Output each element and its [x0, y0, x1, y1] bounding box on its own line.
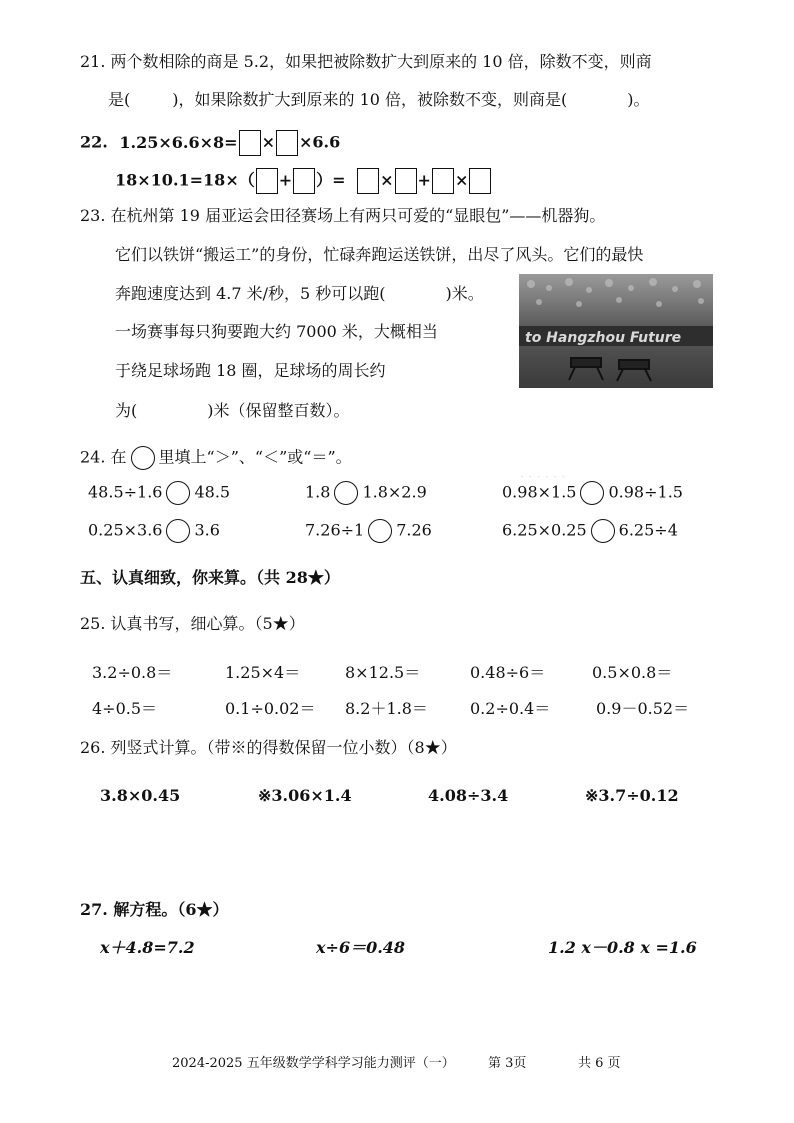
q25-row2-item: 8.2＋1.8＝: [345, 699, 428, 718]
q22-expr2: [115, 168, 492, 194]
q25-row2-item: 0.1÷0.02＝: [225, 699, 316, 718]
compare-circle[interactable]: [166, 519, 190, 543]
compare-circle[interactable]: [334, 481, 358, 505]
robot-dog-photo: [519, 274, 713, 388]
q21-line2-b: )，如果除数扩大到原来的 10 倍，被除数不变，则商是(: [172, 90, 568, 109]
q23-line2: 它们以铁饼“搬运工”的身份，忙碌奔跑运送铁饼，出尽了风头。它们的最快: [115, 245, 644, 264]
q25-row2-item: 4÷0.5＝: [92, 699, 158, 718]
q26-title: 26. 列竖式计算。（带※的得数保留一位小数）（8★）: [80, 738, 457, 757]
answer-box[interactable]: [293, 168, 315, 194]
answer-box[interactable]: [432, 168, 454, 194]
q24-item: 6.25×0.25 6.25÷4: [502, 519, 678, 543]
q25-row1-item: 3.2÷0.8＝: [92, 663, 173, 682]
answer-box[interactable]: [469, 168, 491, 194]
bleed-through-text: · · · · · ·: [520, 470, 566, 485]
q26-item: 4.08÷3.4: [428, 786, 509, 805]
times-sign: ×: [454, 170, 469, 190]
q22-expr1-left: 1.25×6.6×8=: [119, 132, 238, 152]
q25-row2-item: 0.2÷0.4＝: [470, 699, 551, 718]
compare-circle-icon: [131, 446, 155, 470]
q22-expr1: [80, 130, 340, 156]
q26-item: ※3.7÷0.12: [585, 786, 679, 805]
photo-banner-text: to Hangzhou Future: [525, 330, 682, 346]
footer-exam-name: 2024-2025 五年级数学学科学习能力测评（一）: [172, 1056, 455, 1071]
compare-circle[interactable]: [368, 519, 392, 543]
q21-line1: 21. 两个数相除的商是 5.2，如果把被除数扩大到原来的 10 倍，除数不变，则商: [80, 52, 652, 71]
q21-line2-a: 是(: [108, 90, 131, 109]
q21-line2: [108, 90, 650, 110]
q27-item: 1.2 x－0.8 x =1.6: [548, 938, 697, 957]
q24-item: 1.8 1.8×2.9: [305, 481, 427, 505]
times-sign: ×: [261, 132, 275, 152]
q23-line3-b: )米。: [445, 284, 484, 303]
q24-lead: [80, 446, 352, 470]
q25-title: 25. 认真书写，细心算。（5★）: [80, 614, 305, 633]
q23-line3-a: 奔跑速度达到 4.7 米/秒，5 秒可以跑(: [115, 284, 386, 303]
q25-row1-item: 0.48÷6＝: [470, 663, 546, 682]
q24-item: 0.25×3.6 3.6: [88, 519, 220, 543]
q22-expr1-tail: ×6.6: [298, 132, 341, 152]
q24-item: 0.98×1.5 0.98÷1.5: [502, 481, 683, 505]
section5-title: 五、认真细致，你来算。（共 28★）: [80, 568, 340, 587]
q24-item: 48.5÷1.6 48.5: [88, 481, 230, 505]
q26-item: ※3.06×1.4: [258, 786, 352, 805]
q27-item: x÷6＝0.48: [316, 938, 406, 957]
q25-row2-item: 0.9－0.52＝: [596, 699, 690, 718]
q22-expr2-mid: ）=: [316, 170, 346, 190]
q27-title: 27. 解方程。（6★）: [80, 900, 229, 919]
q26-item: 3.8×0.45: [100, 786, 181, 805]
q25-row1-item: 1.25×4＝: [225, 663, 301, 682]
q23-line3: [115, 284, 484, 304]
q23-line5: 于绕足球场跑 18 圈，足球场的周长约: [115, 361, 386, 380]
plus-sign: +: [417, 170, 431, 190]
footer-page-total: 共 6 页: [578, 1056, 621, 1071]
answer-box[interactable]: [256, 168, 278, 194]
q23-line4: 一场赛事每只狗要跑大约 7000 米，大概相当: [115, 322, 438, 341]
answer-box[interactable]: [357, 168, 379, 194]
q22-expr2-left: 18×10.1=18×（: [115, 170, 255, 190]
q24-item: 7.26÷1 7.26: [305, 519, 432, 543]
times-sign: ×: [380, 170, 394, 190]
q25-row1-item: 0.5×0.8＝: [592, 663, 673, 682]
q21-line2-c: )。: [627, 90, 650, 109]
compare-circle[interactable]: [580, 481, 604, 505]
plus-sign: +: [278, 170, 293, 190]
answer-box[interactable]: [395, 168, 417, 194]
q23-line6: [115, 401, 350, 421]
answer-box[interactable]: [276, 130, 298, 156]
q25-row1-item: 8×12.5＝: [345, 663, 421, 682]
compare-circle[interactable]: [591, 519, 615, 543]
q22-number: 22.: [80, 132, 108, 152]
compare-circle[interactable]: [166, 481, 190, 505]
q23-line1: 23. 在杭州第 19 届亚运会田径赛场上有两只可爱的“显眼包”——机器狗。: [80, 206, 606, 225]
q24-lead-a: 24. 在: [80, 447, 127, 467]
q23-line6-b: )米（保留整百数）。: [207, 401, 350, 420]
footer-page-number: 第 3页: [488, 1056, 527, 1071]
q23-line6-a: 为(: [115, 401, 138, 420]
answer-box[interactable]: [239, 130, 261, 156]
q27-item: x＋4.8=7.2: [100, 938, 195, 957]
robot-dog-photo-image: [519, 274, 713, 388]
q24-lead-b: 里填上“＞”、“＜”或“＝”。: [158, 447, 352, 467]
